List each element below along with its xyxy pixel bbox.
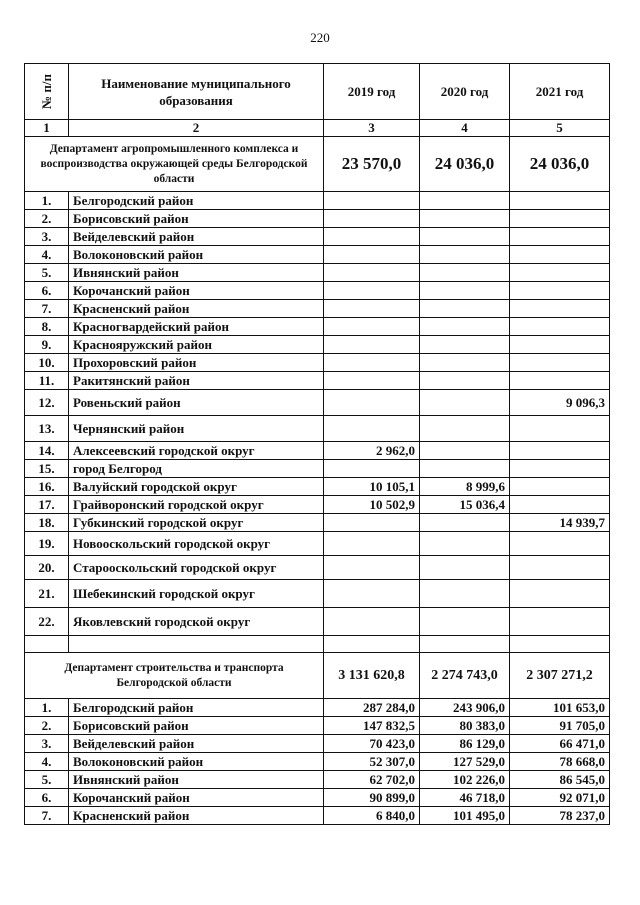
- value-2021: [510, 532, 610, 556]
- value-2019: [324, 556, 420, 580]
- row-number: 22.: [25, 608, 69, 636]
- value-2019: [324, 228, 420, 246]
- value-2019: [324, 416, 420, 442]
- value-2021: [510, 282, 610, 300]
- row-number: 10.: [25, 354, 69, 372]
- district-name: Борисовский район: [69, 210, 324, 228]
- value-2021: [510, 210, 610, 228]
- value-2020: [420, 372, 510, 390]
- district-name: Ровеньский район: [69, 390, 324, 416]
- row-number: 15.: [25, 460, 69, 478]
- value-2019: [324, 390, 420, 416]
- row-number: 6.: [25, 282, 69, 300]
- value-2021: [510, 556, 610, 580]
- value-2019: [324, 580, 420, 608]
- value-2021: [510, 478, 610, 496]
- value-2019: [324, 372, 420, 390]
- column-index: 1: [25, 120, 69, 137]
- column-index: 3: [324, 120, 420, 137]
- row-number: 1.: [25, 699, 69, 717]
- table-row: [25, 699, 610, 717]
- table-row: [25, 228, 610, 246]
- table-row: [25, 532, 610, 556]
- value-2021: [510, 416, 610, 442]
- value-2020: 102 226,0: [420, 771, 510, 789]
- value-2020: [420, 228, 510, 246]
- district-name: Ракитянский район: [69, 372, 324, 390]
- budget-table: [24, 63, 610, 825]
- table-row: [25, 735, 610, 753]
- row-number: 11.: [25, 372, 69, 390]
- value-2019: 62 702,0: [324, 771, 420, 789]
- table-row: [25, 771, 610, 789]
- district-name: Красненский район: [69, 807, 324, 825]
- district-name: Ивнянский район: [69, 264, 324, 282]
- value-2020: 8 999,6: [420, 478, 510, 496]
- table-row: [25, 514, 610, 532]
- value-2020: [420, 354, 510, 372]
- row-number: 4.: [25, 246, 69, 264]
- header-name: Наименование муниципального образования: [69, 64, 324, 120]
- value-2021: [510, 192, 610, 210]
- value-2020: [420, 318, 510, 336]
- row-number: 8.: [25, 318, 69, 336]
- district-name: Алексеевский городской округ: [69, 442, 324, 460]
- value-2020: 101 495,0: [420, 807, 510, 825]
- value-2020: [420, 192, 510, 210]
- district-name: Вейделевский район: [69, 735, 324, 753]
- value-2021: 9 096,3: [510, 390, 610, 416]
- value-2019: 6 840,0: [324, 807, 420, 825]
- header-2020: 2020 год: [420, 64, 510, 120]
- column-index: 5: [510, 120, 610, 137]
- district-name: Корочанский район: [69, 282, 324, 300]
- row-number: 5.: [25, 264, 69, 282]
- column-index: 4: [420, 120, 510, 137]
- value-2021: [510, 496, 610, 514]
- district-name: Волоконовский район: [69, 753, 324, 771]
- district-name: Старооскольский городской округ: [69, 556, 324, 580]
- value-2020: [420, 532, 510, 556]
- row-number: 13.: [25, 416, 69, 442]
- district-name: Вейделевский район: [69, 228, 324, 246]
- district-name: Шебекинский городской округ: [69, 580, 324, 608]
- table-row: [25, 210, 610, 228]
- department-name: Департамент строительства и транспорта Белгородской области: [25, 653, 324, 699]
- value-2021: [510, 246, 610, 264]
- table-row: [25, 390, 610, 416]
- value-2021: [510, 300, 610, 318]
- value-2020: [420, 246, 510, 264]
- row-number: 5.: [25, 771, 69, 789]
- value-2020: 80 383,0: [420, 717, 510, 735]
- row-number: 2.: [25, 717, 69, 735]
- value-2020: [420, 580, 510, 608]
- value-2019: 90 899,0: [324, 789, 420, 807]
- row-number: 3.: [25, 228, 69, 246]
- district-name: Грайворонский городской округ: [69, 496, 324, 514]
- value-2021: 101 653,0: [510, 699, 610, 717]
- value-2019: [324, 336, 420, 354]
- value-2019: 52 307,0: [324, 753, 420, 771]
- row-number: 9.: [25, 336, 69, 354]
- value-2020: [420, 416, 510, 442]
- value-2020: [420, 336, 510, 354]
- value-2019: 70 423,0: [324, 735, 420, 753]
- department-total-2020: 2 274 743,0: [420, 653, 510, 699]
- table-row: [25, 580, 610, 608]
- table-row: [25, 807, 610, 825]
- department-total-2021: 24 036,0: [510, 137, 610, 192]
- value-2019: [324, 354, 420, 372]
- department-total-2019: 23 570,0: [324, 137, 420, 192]
- table-row: [25, 442, 610, 460]
- value-2020: [420, 282, 510, 300]
- district-name: Яковлевский городской округ: [69, 608, 324, 636]
- department-row-construction: [25, 653, 610, 699]
- value-2021: [510, 608, 610, 636]
- header-row: [25, 64, 610, 120]
- row-number: 16.: [25, 478, 69, 496]
- row-number: 7.: [25, 300, 69, 318]
- value-2020: [420, 264, 510, 282]
- row-number: 17.: [25, 496, 69, 514]
- row-number: 6.: [25, 789, 69, 807]
- value-2020: 127 529,0: [420, 753, 510, 771]
- row-number: 19.: [25, 532, 69, 556]
- department-name: Департамент агропромышленного комплекса и воспроизводства окружающей среды Белгородской области: [25, 137, 324, 192]
- district-name: Ивнянский район: [69, 771, 324, 789]
- district-name: Краснояружский район: [69, 336, 324, 354]
- value-2020: [420, 460, 510, 478]
- header-number-cell: [25, 64, 69, 120]
- table-row: [25, 336, 610, 354]
- district-name: Волоконовский район: [69, 246, 324, 264]
- value-2020: [420, 442, 510, 460]
- value-2019: [324, 282, 420, 300]
- value-2019: 147 832,5: [324, 717, 420, 735]
- value-2021: 91 705,0: [510, 717, 610, 735]
- value-2020: [420, 390, 510, 416]
- value-2019: [324, 532, 420, 556]
- value-2021: 14 939,7: [510, 514, 610, 532]
- value-2020: [420, 608, 510, 636]
- value-2020: [420, 556, 510, 580]
- table-row: [25, 556, 610, 580]
- table-row: [25, 246, 610, 264]
- page-number: 220: [310, 30, 330, 45]
- row-number: 1.: [25, 192, 69, 210]
- column-index-row: [25, 120, 610, 137]
- row-number: 21.: [25, 580, 69, 608]
- value-2020: [420, 210, 510, 228]
- table-row: [25, 300, 610, 318]
- row-number: 4.: [25, 753, 69, 771]
- value-2019: [324, 300, 420, 318]
- value-2021: [510, 318, 610, 336]
- value-2021: [510, 336, 610, 354]
- table-row: [25, 372, 610, 390]
- table-row: [25, 478, 610, 496]
- value-2019: 287 284,0: [324, 699, 420, 717]
- header-2021: 2021 год: [510, 64, 610, 120]
- value-2020: 86 129,0: [420, 735, 510, 753]
- table-row: [25, 282, 610, 300]
- value-2021: [510, 228, 610, 246]
- value-2019: [324, 318, 420, 336]
- value-2020: 15 036,4: [420, 496, 510, 514]
- value-2021: [510, 580, 610, 608]
- value-2019: 2 962,0: [324, 442, 420, 460]
- header-number: № п/п: [39, 74, 54, 109]
- value-2019: [324, 246, 420, 264]
- value-2019: [324, 514, 420, 532]
- district-name: Чернянский район: [69, 416, 324, 442]
- table-row: [25, 264, 610, 282]
- header-2019: 2019 год: [324, 64, 420, 120]
- table-row: [25, 496, 610, 514]
- value-2019: [324, 460, 420, 478]
- value-2020: 46 718,0: [420, 789, 510, 807]
- row-number: 18.: [25, 514, 69, 532]
- table-row: [25, 753, 610, 771]
- row-number: 3.: [25, 735, 69, 753]
- district-name: Валуйский городской округ: [69, 478, 324, 496]
- department-total-2020: 24 036,0: [420, 137, 510, 192]
- table-row: [25, 608, 610, 636]
- value-2021: [510, 460, 610, 478]
- value-2021: [510, 442, 610, 460]
- district-name: Белгородский район: [69, 192, 324, 210]
- value-2021: 78 237,0: [510, 807, 610, 825]
- value-2020: [420, 514, 510, 532]
- row-number: 7.: [25, 807, 69, 825]
- value-2021: 78 668,0: [510, 753, 610, 771]
- district-name: Новооскольский городской округ: [69, 532, 324, 556]
- value-2021: 86 545,0: [510, 771, 610, 789]
- value-2021: [510, 354, 610, 372]
- district-name: Корочанский район: [69, 789, 324, 807]
- district-name: Прохоровский район: [69, 354, 324, 372]
- value-2019: [324, 192, 420, 210]
- table-row: [25, 192, 610, 210]
- row-number: 12.: [25, 390, 69, 416]
- department-total-2019: 3 131 620,8: [324, 653, 420, 699]
- table-row: [25, 789, 610, 807]
- table-row: [25, 460, 610, 478]
- value-2019: 10 502,9: [324, 496, 420, 514]
- table-row: [25, 416, 610, 442]
- table-row: [25, 354, 610, 372]
- value-2021: 92 071,0: [510, 789, 610, 807]
- table-row: [25, 318, 610, 336]
- department-total-2021: 2 307 271,2: [510, 653, 610, 699]
- value-2021: [510, 264, 610, 282]
- value-2019: [324, 608, 420, 636]
- value-2019: 10 105,1: [324, 478, 420, 496]
- value-2020: 243 906,0: [420, 699, 510, 717]
- district-name: город Белгород: [69, 460, 324, 478]
- district-name: Борисовский район: [69, 717, 324, 735]
- department-row-agro: [25, 137, 610, 192]
- row-number: 2.: [25, 210, 69, 228]
- value-2021: 66 471,0: [510, 735, 610, 753]
- district-name: Губкинский городской округ: [69, 514, 324, 532]
- district-name: Красногвардейский район: [69, 318, 324, 336]
- column-index: 2: [69, 120, 324, 137]
- value-2019: [324, 210, 420, 228]
- spacer-row: [25, 636, 610, 653]
- value-2021: [510, 372, 610, 390]
- row-number: 14.: [25, 442, 69, 460]
- table-row: [25, 717, 610, 735]
- row-number: 20.: [25, 556, 69, 580]
- district-name: Красненский район: [69, 300, 324, 318]
- value-2019: [324, 264, 420, 282]
- value-2020: [420, 300, 510, 318]
- district-name: Белгородский район: [69, 699, 324, 717]
